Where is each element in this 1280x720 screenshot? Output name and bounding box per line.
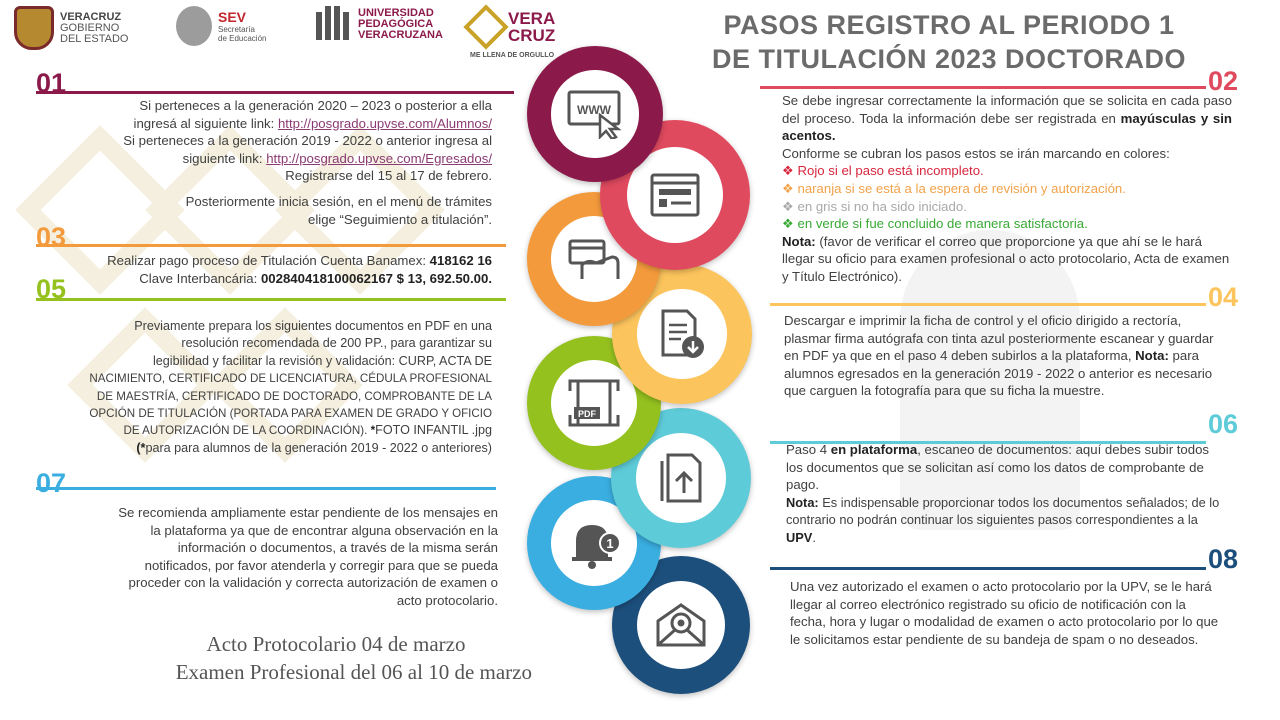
diamond-bullet-icon: ❖ [782,216,798,232]
connector-line-01 [36,91,514,94]
status-orange: naranja si se está a la espera de revisión y autorización. [797,180,1126,196]
step-circle-01 [527,46,663,182]
logo-text: PEDAGÓGICA [358,17,434,30]
diamond-bullet-icon: ❖ [782,198,798,214]
text-line: OPCIÓN DE TITULACIÓN (PORTADA PARA EXAMEN DE GRADO Y OFICIO [89,407,492,421]
text-line: Si perteneces a la generación 2019 - 2022 o anterior ingresa al [123,133,492,149]
pattern-icon [463,4,508,49]
text-line: DE AUTORIZACIÓN DE LA COORDINACIÓN). [123,424,371,438]
diamond-bullet-icon: ❖ [782,163,798,179]
text-line: DE MAESTRÍA, CERTIFICADO DE DOCTORADO, COMPROBANTE DE LA [96,389,492,403]
step-03-text [40,252,492,287]
svg-text:PDF: PDF [578,409,596,419]
svg-text:WWW: WWW [577,103,611,117]
alumnos-link[interactable]: http://posgrado.upvse.com/Alumnos/ [277,115,492,131]
logo-text: VERACRUZANA [358,28,443,41]
connector-line-03 [36,244,506,247]
step-number-04: 04 [1208,282,1239,312]
diamond-bullet-icon: ❖ [782,180,798,196]
logo-text: SEV [218,8,247,25]
step-number-03: 03 [36,222,67,252]
examen-profesional-date: Examen Profesional del 06 al 10 de marzo [175,660,532,684]
logo-veracruz-orgullo [470,10,555,44]
text-line: notificados, por favor atenderla y corregir para que se pueda [144,557,498,573]
text-line: Paso 4 [786,442,831,457]
logo-upv [314,6,443,42]
text-line: siguiente link: [182,150,267,166]
text-line: información o documentos, a través de la misma serán [177,540,498,556]
step-07-text [40,504,498,610]
text-line: Si perteneces a la generación 2020 – 2023 o posterior a ella [139,98,492,113]
text-line: acto protocolario. [396,592,498,608]
web-form-icon [649,172,701,218]
step-number-05: 05 [36,274,67,304]
pdf-scan-icon [568,377,620,429]
text-line: la plataforma ya que de encontrar alguna observación en la [150,522,498,538]
text-line: Se recomienda ampliamente estar pendiente de los mensajes en [118,505,498,520]
step-08-text [790,578,1222,648]
text-line: resolución recomendada de 200 PP., para garantizar su [181,336,492,351]
logo-slogan: ME LLENA DE ORGULLO [470,52,555,59]
step-number-07: 07 [36,468,67,498]
clabe: 002840418100062167 [260,270,393,286]
asterisk: * [370,424,376,438]
text-line: , escaneo de documentos: aquí debes subir todos los documentos que se solicitan así como los datos de comprobante de pago. [786,442,1210,493]
text-line: Una vez autorizado el examen o acto protocolario por la UPV, se le hará llegar al correo electrónico registrado su oficio de notificación con la fecha, hora y lugar o modalidad de examen o acto protocolario por lo que le solicitamos estar pendiente de su bandeja de spam o no deseados. [790,579,1219,647]
status-red: Rojo si el paso está incompleto. [797,163,984,179]
text-line: ingresá al siguiente link: [133,115,278,131]
step-number-02: 02 [1208,66,1239,96]
bank-account: 418162 16 [429,253,492,268]
text-line: Es indispensable proporcionar todos los documentos señalados; de lo contrario no podrán continuar los siguientes pasos correspondientes a la [786,494,1220,528]
emphasis: mayúsculas y sin acentos. [782,110,1232,144]
step-number-01: 01 [36,68,67,98]
step-04-text [784,312,1214,400]
logo-text: VERACRUZ [60,10,122,23]
page-title-line: DE TITULACIÓN 2023 DOCTORADO [711,44,1187,74]
notification-bell-icon [566,517,622,569]
text-line: Se debe ingresar correctamente la información que se solicita en cada paso del proceso. Toda la información debe ser registrada en [782,93,1232,126]
text-line: NACIMIENTO, CERTIFICADO DE LICENCIATURA, CÉDULA PROFESIONAL [89,372,492,386]
text-line: FOTO INFANTIL .jpg [375,423,492,438]
text-line: Posteriormente inicia sesión, en el menú de trámites [185,193,492,209]
text-line: elige “Seguimiento a titulación”. [308,211,492,227]
logo-text: DEL ESTADO [60,32,129,45]
connector-line-05 [36,298,506,301]
step-number-08: 08 [1208,544,1239,574]
nota-label: Nota: [786,494,819,510]
text-line: para alumnos egresados en la generación 2019 - 2022 o anterior es necesario que carguen la fotografía para que su ficha la muestre. [784,348,1213,399]
asterisk: (* [136,440,146,455]
logo-veracruz-gobierno [14,6,128,50]
step-05-text [40,318,492,457]
text-line: para para alumnos de la generación 2019 - 2022 o anteriores) [145,440,492,455]
acto-protocolario-date: Acto Protocolario 04 de marzo [206,632,466,656]
connector-line-02 [760,86,1206,89]
text-line: Descargar e imprimir la ficha de control y el oficio dirigido a rectoría, plasmar firma autógrafa con tinta azul posteriormente escanear y guardar en PDF ya que en el paso 4 deben subirlos a la plataforma, [784,313,1214,364]
svg-text:1: 1 [606,536,614,551]
connector-line-04 [770,303,1206,306]
logo-text: Secretaría [218,24,255,34]
text-line: (favor de verificar el correo que proporcione ya que ahí se le hará llegar su oficio para examen profesional o acto protocolario, Acta de examen y Título Electrónico). [782,233,1230,284]
www-cursor-icon [566,89,624,139]
text-line: proceder con la validación y correcta autorización de examen o [128,575,498,591]
status-green: en verde si fue concluido de manera satisfactoria. [797,216,1088,232]
step-number-06: 06 [1208,409,1239,439]
emphasis: en plataforma [830,442,918,457]
status-gray: en gris si no ha sido iniciado. [797,198,967,214]
mexico-seal-icon [176,6,212,46]
emphasis: UPV [786,529,813,545]
nota-label: Nota: [1135,348,1169,364]
text-line: Clave Interbancária: [139,270,261,286]
nota-label: Nota: [782,233,816,249]
page-title-line: PASOS REGISTRO AL PERIODO 1 [723,10,1175,40]
page-title [654,8,1244,76]
connector-line-08 [770,567,1206,570]
logo-text: VERA [508,9,556,28]
egresados-link[interactable]: http://posgrado.upvse.com/Egresados/ [266,150,492,166]
key-dates [40,630,532,686]
connector-line-07 [36,487,496,490]
document-download-icon [657,307,707,361]
step-01-text [40,97,492,228]
text-line: legibilidad y facilitar la revisión y validación: CURP, ACTA DE [152,353,492,368]
email-at-icon [654,601,708,649]
card-payment-icon [566,235,622,283]
veracruz-seal-icon [14,6,54,50]
text-line: Realizar pago proceso de Titulación Cuenta Banamex: [107,253,430,268]
text-line: Conforme se cubran los pasos estos se irán marcando en colores: [782,145,1170,161]
logo-text: UNIVERSIDAD [358,6,434,19]
logo-text: GOBIERNO [60,21,120,34]
upv-columns-icon [314,6,352,42]
file-upload-icon [658,451,704,505]
text-line: Registrarse del 15 al 17 de febrero. [285,168,492,184]
text-line: Previamente prepara los siguientes documentos en PDF en una [134,319,492,333]
logo-sev [176,6,266,46]
step-02-text [782,92,1232,286]
amount: $ 13, 692.50.00. [396,270,492,286]
logo-text: de Educación [218,33,267,43]
text-line: . [812,529,816,545]
logo-text: CRUZ [508,26,556,45]
step-06-text [786,441,1220,547]
